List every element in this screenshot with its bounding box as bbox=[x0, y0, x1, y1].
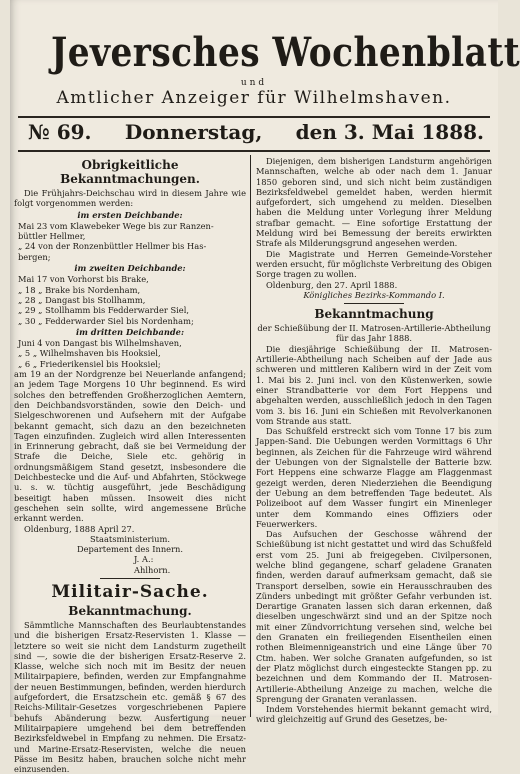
list-item: „ 5 „ Wilhelmshaven bis Hooksiel, bbox=[18, 348, 161, 359]
section-divider bbox=[344, 303, 404, 304]
list-item: Juni 4 von Dangast bis Wilhelmshaven, bbox=[18, 338, 182, 349]
place-date: Oldenburg, 1888 April 27. bbox=[24, 523, 135, 534]
masthead-rule-bottom bbox=[18, 150, 490, 152]
list-item: „ 6 „ Friederikensiel bis Hooksiel; bbox=[18, 358, 161, 369]
issue-line bbox=[28, 120, 484, 146]
newspaper-subtitle: Amtlicher Anzeiger für Wilhelmshaven. bbox=[56, 88, 452, 108]
firing-body-2: Das Schußfeld erstreckt sich vom Tonne 17 bis zum Jappen-Sand. Die Uebungen werden Vormittags 6 Uhr beginnen, als Zeichen für die Fahrzeuge wird während der Uebungen von der Signalstelle der Batterie bzw. Fort Heppens eine schwarze Flagge am Flaggenmast gezeigt werden, deren Niederziehen die Beendigung der Uebung an dem betreffenden Tage bedeutet. Als Polizeiboot auf dem Wasser fungirt ein Minenleger unter dem Kommando eines Offiziers oder Feuerwerkers. bbox=[256, 426, 492, 529]
firing-body-4: Indem Vorstehendes hiermit bekannt gemacht wird, wird gleichzeitig auf Grund des Gesetzes, be- bbox=[256, 704, 492, 725]
department: Departement des Innern. bbox=[76, 544, 184, 555]
issue-number: № 69. bbox=[28, 120, 92, 144]
list-item: „ 24 von der Ronzenbüttler Hellmer bis Has- bbox=[18, 241, 207, 252]
landsturm-date: Oldenburg, den 27. April 1888. bbox=[266, 279, 398, 290]
landsturm-signature: Königliches Bezirks-Kommando I. bbox=[303, 289, 445, 300]
column-divider bbox=[250, 155, 251, 717]
firing-subheading: der Schießübung der II. Matrosen-Artillerie-Abtheilung für das Jahr 1888. bbox=[257, 323, 491, 344]
signature-name: Ahlhorn. bbox=[134, 564, 171, 575]
list-item: Mai 17 von Vorhorst bis Brake, bbox=[18, 274, 149, 285]
firing-heading: Bekanntmachung bbox=[314, 307, 434, 322]
issue-date: den 3. Mai 1888. bbox=[295, 120, 484, 144]
district3-heading: im dritten Deichbande: bbox=[75, 326, 185, 337]
list-item: bergen; bbox=[18, 251, 51, 262]
list-item: „ 18 „ Brake bis Nordenham, bbox=[18, 284, 141, 295]
district2-list bbox=[14, 274, 246, 325]
firing-body-3: Das Aufsuchen der Geschosse während der Schießübung ist nicht gestattet und wird das Schußfeld erst vom 25. Juni ab freigegeben. Civilpersonen, welche blind gegangene, scharf geladene Granaten finden, werden darauf aufmerksam gemacht, daß sie Transport derselben, sowie ein Herausschrauben des Zünders unbedingt mit größter Gefahr verbunden ist. Derartige Granaten lassen sich daran erkennen, daß dieselben ungeschwärzt sind und an der Spitze noch mit einer Zündvorrichtung versehen sind, welche bei den Granaten ein freiliegenden Eisentheilen einen rothen Bleimennigeanstrich und eine Länge über 70 Ctm. haben. Wer solche Granaten aufgefunden, so ist der Platz möglichst durch eingesteckte Stangen pp. zu bezeichnen und dem Kommando der II. Matrosen-Artillerie-Abtheilung Anzeige zu machen, welche die Sprengung der Granaten veranlassen. bbox=[256, 529, 492, 704]
district1-list bbox=[14, 221, 246, 262]
masthead-rule-top bbox=[18, 116, 490, 118]
military-body: Sämmtliche Mannschaften des Beurlaubtenstandes und die bisherigen Ersatz-Reservisten 1. Klasse — letztere so weit sie nicht dem Landsturm zugetheilt sind —, sowie die der bisherigen Ersatz-Reserve 2. Klasse, welche sich noch mit im Besitz der neuen Militairpapiere, befinden, werden zur Empfangnahme der neuen Bestimmungen, befinden, werden hierdurch aufgefordert, die Ersatzschein etc. gemäß § 67 des Reichs-Militair-Gesetzes vorgeschriebenen Papiere behufs Abänderung bezw. Ausfertigung neuer Militairpapiere umgehend bei dem betreffenden Bezirksfeldwebel in Empfang zu nehmen. Die Ersatz- und Marine-Ersatz-Reservisten, welche die neuen Pässe im Besitz haben, brauchen solche nicht mehr einzusenden. bbox=[14, 619, 246, 774]
right-column bbox=[256, 156, 492, 725]
newspaper-title: Jeversches Wochenblatt bbox=[51, 29, 520, 76]
issue-day: Donnerstag, bbox=[124, 120, 263, 144]
military-heading: Militair-Sache. bbox=[51, 581, 209, 602]
district1-heading: im ersten Deichbande: bbox=[77, 209, 183, 220]
list-item: „ 30 „ Fedderwarder Siel bis Nordenham; bbox=[18, 315, 194, 326]
newspaper-page bbox=[10, 0, 520, 774]
deich-body: am 19 an der Nordgrenze bei Neuerlande anfangend; an jedem Tage Morgens 10 Uhr beginnend. Es wird solches den betreffenden Großherzoglichen Aemtern, den Deichbandsvorständen, sowie den Deich- und Sielgeschworenen und Aufsehern mit der Aufgabe bekannt gemacht, sich dazu an den bezeichneten Tagen einzufinden. Zugleich wird allen Interessenten in Erinnerung gebracht, daß sie bei Vermeidung der Strafe die Deiche, Siele etc. gehörig in ordnungsmäßigem Stand gesetzt, insbesondere die Deichbestecke und die Auf- und Abfahrten, Stöckwege u. s. w. tüchtig ausgeführt, jede Beschädigung beseitigt haben müssen. Insoweit dies nicht geschehen sein sollte, wird angemessene Brüche erkannt werden. bbox=[14, 369, 246, 524]
notices-heading: Obrigkeitliche Bekanntmachungen. bbox=[60, 158, 200, 186]
list-item: büttler Hellmer, bbox=[18, 231, 86, 242]
masthead-und: und bbox=[240, 78, 268, 88]
section-divider bbox=[100, 578, 160, 579]
district3-list bbox=[14, 338, 246, 369]
left-column bbox=[14, 156, 246, 774]
military-subheading: Bekanntmachung. bbox=[68, 603, 192, 618]
landsturm-request: Die Magistrate und Herren Gemeinde-Vorsteher werden ersucht, für möglichste Verbreitung des Obigen Sorge tragen zu wollen. bbox=[256, 248, 492, 280]
firing-body-1: Die diesjährige Schießübung der II. Matrosen-Artillerie-Abtheilung nach Scheiben auf der Jade aus schweren und mittleren Kalibern wird in der Zeit vom 1. Mai bis 2. Juni incl. von den Küstenwerken, sowie einer Strandbatterie vor dem Fort Heppens und abgehalten werden, ausschließlich jedoch in den Tagen vom 3. bis 16. Juni ein Schießen mit Revolverkanonen vom Strande aus statt. bbox=[256, 343, 492, 426]
list-item: „ 28 „ Dangast bis Stollhamm, bbox=[18, 294, 146, 305]
district2-heading: im zweiten Deichbande: bbox=[74, 263, 186, 274]
ministry: Staatsministerium. bbox=[90, 533, 170, 544]
landsturm-notice: Diejenigen, dem bisherigen Landsturm angehörigen Mannschaften, welche ab oder nach dem 1. Januar 1850 geboren sind, und sich nicht beim zuständigen Bezirksfeldwebel gemeldet haben, werden hiermit aufgefordert, sich umgehend zu melden. Dieselben haben die Meldung unter Vorlegung ihrer Meldung strafbar gemacht. — Eine sofortige Erstattung der Meldung wird bei Bemessung der bereits erwirkten Strafe als Milderungsgrund angesehen werden. bbox=[256, 156, 492, 249]
list-item: Mai 23 vom Klawebeker Wege bis zur Ranzen- bbox=[18, 220, 214, 231]
deich-intro: Die Frühjahrs-Deichschau wird in diesem Jahre wie folgt vorgenommen werden: bbox=[14, 188, 246, 209]
signature-ia: J. A.: bbox=[134, 554, 154, 565]
list-item: „ 29 „ Stollhamm bis Fedderwarder Siel, bbox=[18, 305, 189, 316]
